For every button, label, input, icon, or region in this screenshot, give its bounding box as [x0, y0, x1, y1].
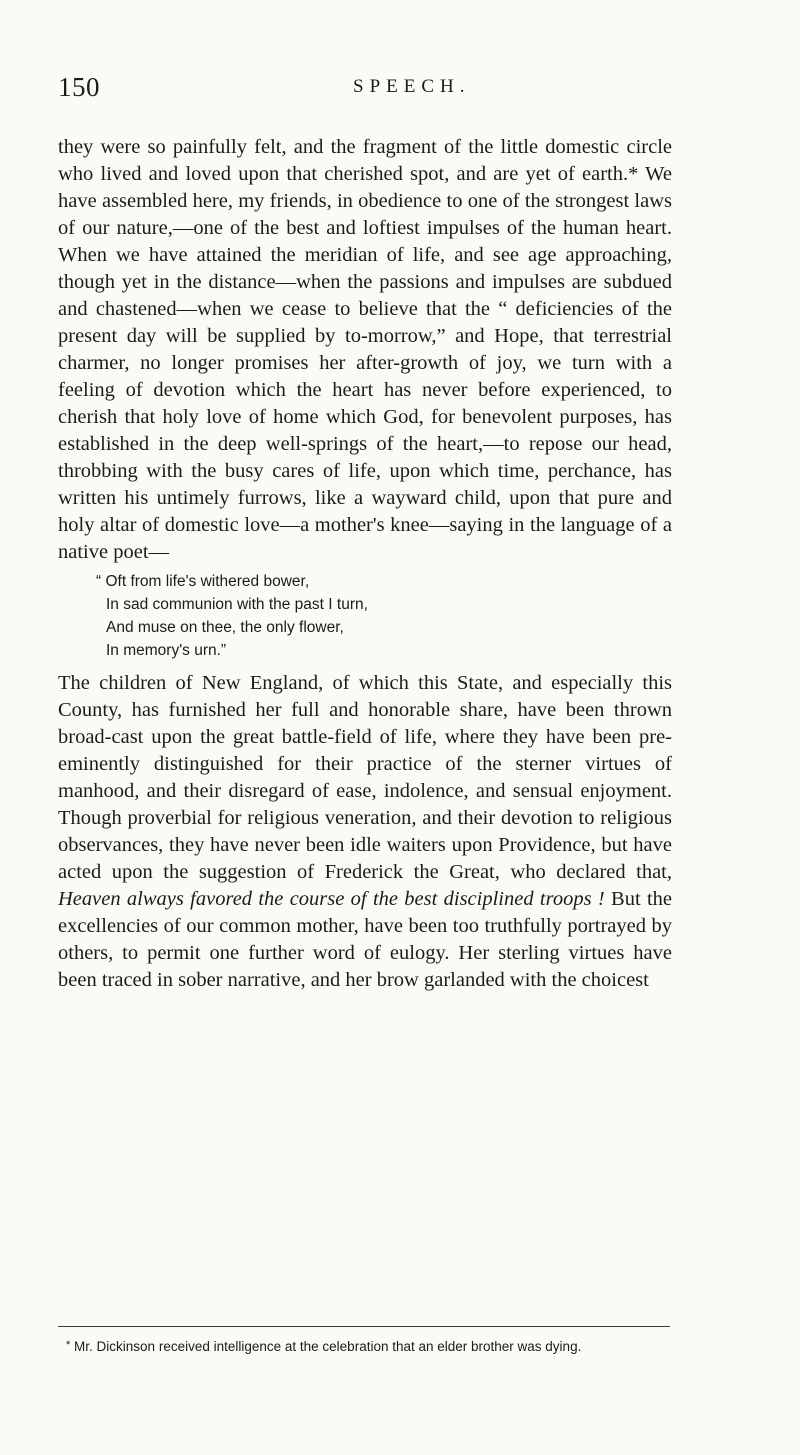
poem-line-3: And muse on thee, the only flower,: [106, 619, 344, 636]
poem-line-4: In memory's urn.”: [106, 642, 227, 659]
page-header: [58, 72, 678, 112]
page-number: 150: [58, 72, 100, 102]
footnote-text: Mr. Dickinson received intelligence at the celebration that an elder brother was dying.: [74, 1339, 582, 1354]
body-text: [58, 134, 672, 994]
paragraph-2: [58, 670, 672, 994]
running-head: SPEECH.: [353, 76, 471, 97]
poem-line-1: “ Oft from life's withered bower,: [96, 573, 310, 590]
paragraph-2-start: The children of New England, of which this State, and especially this County, has furnished her full and honorable share, have been thrown broad-cast upon the great battle-field of life, where they have been pre-eminently distinguished for their practice of the sterner virtues of manhood, and their disregard of ease, indolence, and sensual enjoyment. Though proverbial for religious veneration, and their devotion to religious observances, they have never been idle waiters upon Providence, but have acted upon the suggestion of Frederick the Great, who declared that,: [58, 672, 672, 883]
paragraph-2-italic: Heaven always favored the course of the best disciplined troops !: [58, 888, 605, 910]
poem-line-2: In sad communion with the past I turn,: [106, 596, 368, 613]
paragraph-1: they were so painfully felt, and the fragment of the little domestic circle who lived and loved upon that cherished spot, and are yet of earth.* We have assembled here, my friends, in obedience to one of the strongest laws of our nature,—one of the best and loftiest impulses of the human heart. When we have attained the meridian of life, and see age approaching, though yet in the distance—when the passions and impulses are subdued and chastened—when we cease to believe that the “ deficiencies of the present day will be supplied by to-morrow,” and Hope, that terrestrial charmer, no longer promises her after-growth of joy, we turn with a feeling of devotion which the heart has never before experienced, to cherish that holy love of home which God, for benevolent purposes, has established in the deep well-springs of the heart,—to repose our head, throbbing with the busy cares of life, upon which time, perchance, has written his untimely furrows, like a wayward child, upon that pure and holy altar of domestic love—a mother's knee—saying in the language of a native poet—: [58, 136, 672, 563]
poem-quote: [96, 570, 672, 662]
footnote: [66, 1339, 674, 1354]
footnote-divider: [58, 1326, 670, 1327]
footnote-mark: *: [66, 1339, 71, 1351]
paragraph-2-end: But the excellencies of our common mother, have been too truthfully portrayed by others, to permit one further word of eulogy. Her sterling virtues have been traced in sober narrative, and her brow garlanded with the choicest: [58, 888, 672, 991]
